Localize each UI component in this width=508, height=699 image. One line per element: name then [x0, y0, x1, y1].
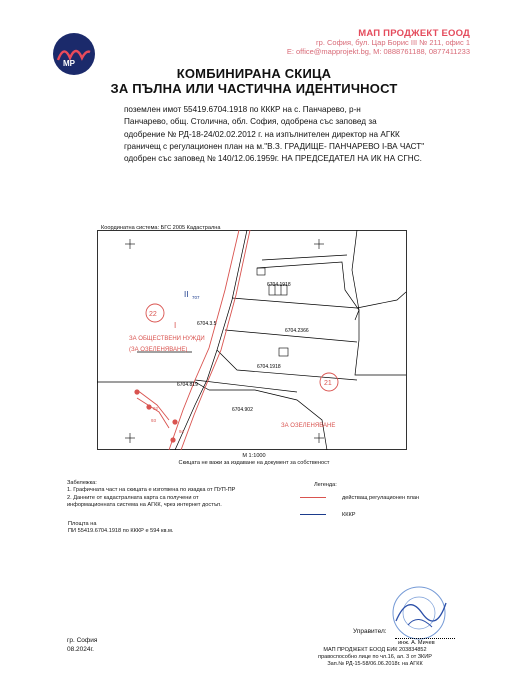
scale-note: Скицата не важи за издаване на документ за собственост [178, 460, 330, 466]
intro-line: поземлен имот 55419.6704.1918 по КККР на с. Панчарево, р-н [124, 105, 361, 114]
point-label: 92 [153, 406, 159, 411]
footer-block [300, 647, 450, 668]
company-contact: E: office@mapprojekt.bg, М: 0888761188, 0877411233 [286, 47, 470, 56]
zone-public-needs: ЗА ОБЩЕСТВЕНИ НУЖДИ [129, 336, 205, 342]
intro-line: граничещ с регулационен план на м."В.З. ГРАДИЩЕ- ПАНЧАРЕВО I-ВА ЧАСТ" [124, 141, 425, 151]
footer-line: правоспособно лице по чл.16, ал. 3 от ЗКИР [318, 654, 432, 660]
notes-block [67, 480, 235, 509]
company-stamp [388, 583, 450, 643]
note-item: 2. Данните от кадастралната карта са получени от [67, 494, 199, 501]
city: гр. София [67, 637, 98, 644]
intro-line: одобрение № РД-18-24/02.02.2012 г. на изпълнителен директор на АГКК [124, 129, 400, 139]
svg-text:MP: MP [63, 59, 75, 68]
point-label: 93 [151, 418, 157, 423]
zone-label-ii: II [184, 290, 189, 299]
parcel-label: 6704.1918 [257, 364, 281, 370]
footer-line: МАП ПРОДЖЕКТ ЕООД ЕИК 203834852 [323, 647, 427, 653]
area-heading: Площта на [68, 521, 97, 527]
title-line-2: ЗА ПЪЛНА ИЛИ ЧАСТИЧНА ИДЕНТИЧНОСТ [110, 81, 398, 96]
engineer-name: инж. А. Мичев [398, 640, 435, 646]
zone-number-21: 21 [324, 380, 332, 387]
parcel-label: 6704.902 [232, 407, 253, 413]
zone-label-707: 707 [192, 295, 200, 300]
title-line-1: КОМБИНИРАНА СКИЦА [176, 66, 332, 81]
parcel-label: 6704.2366 [285, 328, 309, 334]
signature-line [395, 638, 455, 639]
parcel-label: 6704.819 [177, 382, 198, 388]
company-name: МАП ПРОДЖЕКТ ЕООД [358, 28, 470, 39]
intro-text [124, 104, 424, 165]
legend-heading: Легенда: [314, 482, 337, 488]
date: 08.2024г. [67, 646, 94, 653]
legend-label: КККР [342, 512, 356, 518]
note-item: информационната система на АГКК, чрез интернет достъп. [67, 501, 222, 508]
zone-greening-parenthetical: (ЗА ОЗЕЛЕНЯВАНЕ) [129, 347, 188, 353]
zone-greening: ЗА ОЗЕЛЕНЯВАНЕ [281, 423, 336, 429]
parcel-label: 6704.1918 [267, 282, 291, 288]
intro-line: одобрен със заповед № 140/12.06.1959г. НА ПРЕДСЕДАТЕЛ НА ИК НА СГНС. [124, 154, 422, 164]
area-block [68, 521, 173, 535]
legend-row-cadastre [300, 512, 356, 518]
point-label: 94 [179, 429, 185, 434]
legend-swatch [300, 514, 326, 515]
zone-number-22: 22 [149, 311, 157, 318]
parcel-label: 6704.3.5 [197, 321, 217, 327]
zone-label-i: I [174, 321, 177, 330]
manager-label: Управител: [353, 628, 387, 635]
footer-line: Зап.№ РД-15-58/06.06.2018г. на АГКК [327, 661, 423, 667]
legend-row-regulation [300, 495, 419, 501]
legend-swatch [300, 497, 326, 498]
legend-label: действащ регулационен план [342, 495, 420, 501]
note-item: 1. Графичната част на скицата е изготвена по изадка от ПУП-ПР [67, 487, 236, 494]
cadastral-map [97, 230, 407, 450]
area-text: ПИ 55419.6704.1918 по КККР е 594 кв.м. [68, 528, 174, 534]
map-scale: М 1:1000 [242, 453, 266, 459]
coordinate-system-label: Координатна система: БГС 2005 Кадастрална [101, 225, 221, 231]
company-address: гр. София, бул. Цар Борис III № 211, офис 1 [315, 38, 470, 47]
notes-heading: Забележка: [67, 480, 97, 486]
company-header [287, 29, 470, 56]
place-date [67, 636, 97, 654]
intro-line: Панчарево, общ. Столична, обл. София, одобрена със заповед за [124, 117, 377, 127]
